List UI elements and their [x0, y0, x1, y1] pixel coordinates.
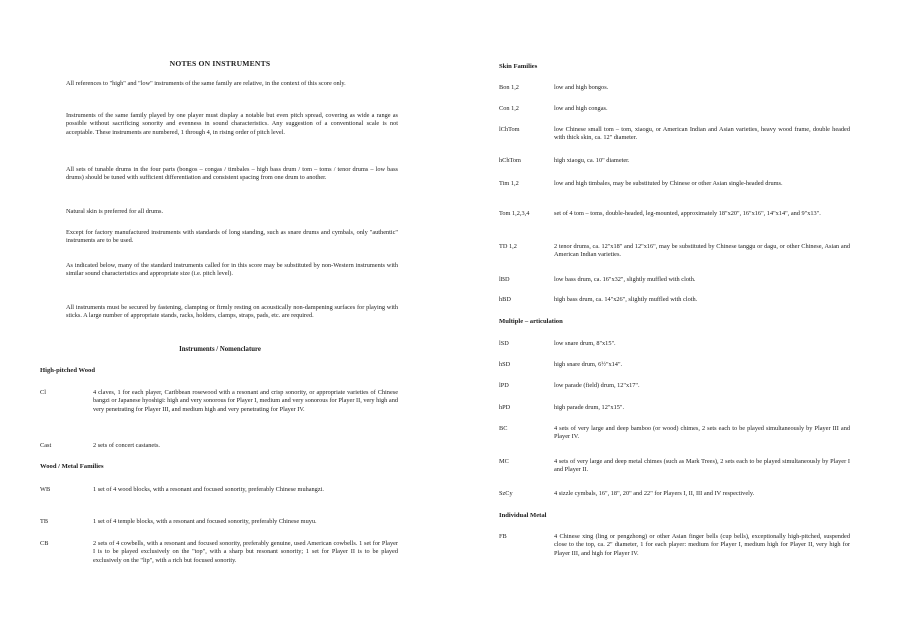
instrument-abbreviation: hSD: [499, 361, 511, 368]
instrument-abbreviation: hChTom: [499, 157, 521, 164]
instrument-description: 4 sets of very large and deep metal chimes (such as Mark Trees), 2 sets each to be played simultaneously by Player I and Player II.: [554, 458, 850, 474]
instrument-abbreviation: BC: [499, 425, 508, 432]
section-heading: High-pitched Wood: [40, 367, 96, 374]
instrument-abbreviation: Tom 1,2,3,4: [499, 210, 530, 217]
paragraph: Instruments of the same family played by one player must display a notable but even pitch spread, covering as wide a range as possible without sacrificing sonority and evenness in sound characteristics. Any suggestion of a conventional scale is not acceptable. These instruments are numbered, 1 through 4, in rising order of pitch level.: [66, 112, 398, 136]
instrument-description: high xiaogu, ca. 10" diameter.: [554, 157, 630, 164]
instrument-abbreviation: Bon 1,2: [499, 84, 519, 91]
instrument-description: 4 claves, 1 for each player, Caribbean rosewood with a resonant and crisp sonority, or appropriate varieties of Chinese bangzi or Japanese hyoshigi: high and very sonorous for Player I, medium and very sonorous for Player II, very high and very penetrating for Player III, and medium high and very penetrating for Player IV.: [93, 389, 398, 413]
paragraph: Except for factory manufactured instruments with standards of long standing, such as snare drums and cymbals, only "authentic" instruments are to be used.: [66, 229, 398, 245]
instrument-description: low bass drum, ca. 16"x32", slightly muffled with cloth.: [554, 276, 696, 283]
section-heading: Wood / Metal Families: [40, 463, 104, 470]
instrument-description: 1 set of 4 temple blocks, with a resonant and focused sonority, preferably Chinese muyu.: [93, 518, 317, 525]
instrument-abbreviation: lChTom: [499, 126, 520, 133]
section-heading: Individual Metal: [499, 512, 547, 519]
instrument-description: 4 sets of very large and deep bamboo (or wood) chimes, 2 sets each to be played simultaneously by Player III and Player IV.: [554, 425, 850, 441]
section-heading: Skin Families: [499, 63, 538, 70]
paragraph: Natural skin is preferred for all drums.: [66, 208, 164, 215]
instrument-abbreviation: FB: [499, 533, 507, 540]
instrument-abbreviation: Tim 1,2: [499, 180, 519, 187]
instrument-description: 4 Chinese xing (ling or pengzhong) or other Asian finger bells (cup bells), exceptionally high-pitched, suspended close to the top, ca. 2" diameter, 1 for each player: medium for Player I, medium high for Player II, very high for Player III, and high for Player IV.: [554, 533, 850, 557]
right-page: [499, 0, 851, 636]
section-heading: Multiple – articulation: [499, 318, 563, 325]
instrument-abbreviation: SzCy: [499, 490, 513, 497]
instrument-description: high snare drum, 6½"x14".: [554, 361, 623, 368]
left-page: [40, 0, 400, 636]
instrument-description: low and high timbales, may be substituted by Chinese or other Asian single-headed drums.: [554, 180, 783, 187]
instrument-description: set of 4 tom – toms, double-headed, leg-mounted, approximately 18"x20", 16"x16", 14"x14", and 9"x13".: [554, 210, 821, 217]
instrument-description: high bass drum, ca. 14"x26", slightly muffled with cloth.: [554, 296, 698, 303]
paragraph: All instruments must be secured by fastening, clamping or firmly resting on acoustically non-dampening surfaces for playing with sticks. A large number of appropriate stands, racks, holders, clamps, straps, pads, etc. are required.: [66, 304, 398, 320]
instrument-description: 4 sizzle cymbals, 16", 18", 20" and 22" for Players I, II, III and IV respectively.: [554, 490, 755, 497]
instrument-description: low Chinese small tom – tom, xiaogu, or American Indian and Asian varieties, heavy wood frame, double headed with thick skin, ca. 12" diameter.: [554, 126, 850, 142]
instrument-description: low parade (field) drum, 12"x17".: [554, 382, 640, 389]
instrument-abbreviation: Cl: [40, 389, 46, 396]
instrument-abbreviation: lBD: [499, 276, 510, 283]
instrument-abbreviation: Cast: [40, 442, 52, 449]
instrument-description: low snare drum, 8"x15".: [554, 340, 616, 347]
instrument-description: low and high bongos.: [554, 84, 609, 91]
instrument-description: high parade drum, 12"x15".: [554, 404, 625, 411]
instrument-abbreviation: lSD: [499, 340, 509, 347]
instrument-description: 2 tenor drums, ca. 12"x18" and 12"x16", may be substituted by Chinese tanggu or dagu, or other Chinese, Asian and American Indian varieties.: [554, 243, 850, 259]
instrument-abbreviation: TD 1,2: [499, 243, 517, 250]
instrument-abbreviation: MC: [499, 458, 509, 465]
instrument-abbreviation: lPD: [499, 382, 509, 389]
instrument-abbreviation: WB: [40, 486, 51, 493]
instrument-description: 1 set of 4 wood blocks, with a resonant and focused sonority, preferably Chinese muhangzi.: [93, 486, 324, 493]
instrument-description: 2 sets of concert castanets.: [93, 442, 160, 449]
instrument-abbreviation: hPD: [499, 404, 511, 411]
paragraph: As indicated below, many of the standard instruments called for in this score may be substituted by non-Western instruments with similar sound characteristics and appropriate size (i.e. pitch level).: [66, 262, 398, 278]
instrument-abbreviation: Con 1,2: [499, 105, 519, 112]
instrument-description: 2 sets of 4 cowbells, with a resonant and focused sonority, preferably genuine, used American cowbells. 1 set for Player I is to be played exclusively on the "top", with a sharp but resonant sonority; 1 set for Player II is to be played exclusively on the "lip", with a rich but focused sonority.: [93, 540, 398, 564]
nomenclature-heading: Instruments / Nomenclature: [179, 346, 261, 353]
instrument-description: low and high congas.: [554, 105, 608, 112]
page-title: NOTES ON INSTRUMENTS: [169, 59, 271, 68]
paragraph: All references to "high" and "low" instruments of the same family are relative, in the context of this score only.: [66, 80, 346, 87]
paragraph: All sets of tunable drums in the four parts (bongos – congas / timbales – high bass drum / tom – toms / tenor drums – low bass drums) should be tuned with sufficient differentiation and consistent spacing from one drum to another.: [66, 166, 398, 182]
instrument-abbreviation: CB: [40, 540, 49, 547]
instrument-abbreviation: TB: [40, 518, 49, 525]
instrument-abbreviation: hBD: [499, 296, 511, 303]
